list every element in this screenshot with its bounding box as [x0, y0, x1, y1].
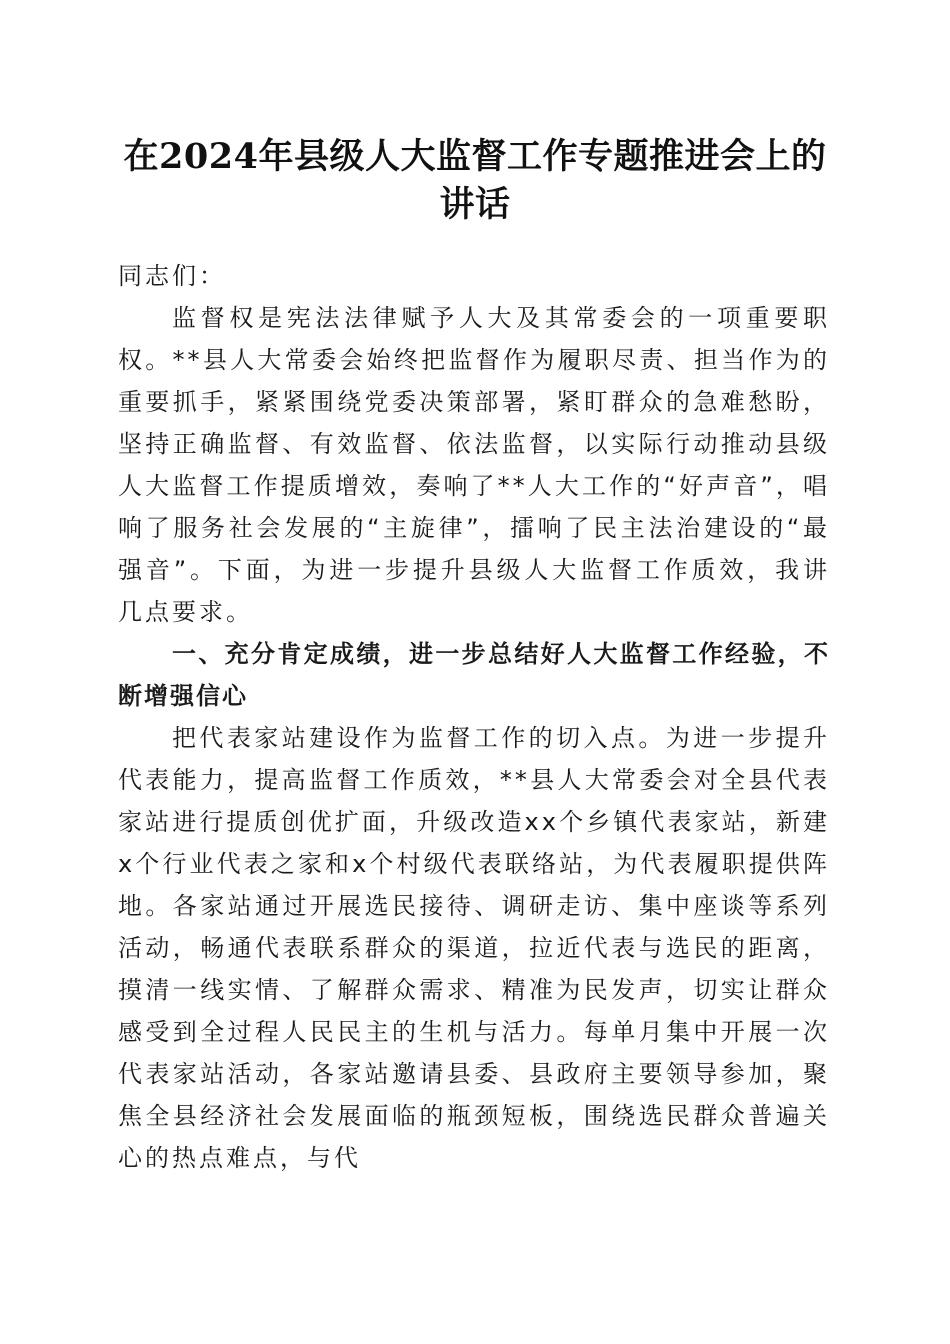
- document-title: 在2024年县级人大监督工作专题推进会上的讲话: [123, 136, 827, 225]
- intro-paragraph: 监督权是宪法法律赋予人大及其常委会的一项重要职权。**县人大常委会始终把监督作为履职尽责、担当作为的重要抓手，紧紧围绕党委决策部署，紧盯群众的急难愁盼，坚持正确监督、有效监督、依法监督，以实际行动推动县级人大监督工作提质增效，奏响了**人大工作的“好声音”，唱响了服务社会发展的“主旋律”，擂响了民主法治建设的“最强音”。下面，为进一步提升县级人大监督工作质效，我讲几点要求。: [118, 304, 830, 626]
- salutation: 同志们：: [118, 262, 226, 290]
- section-heading: 一、充分肯定成绩，进一步总结好人大监督工作经验，不断增强信心: [118, 640, 830, 710]
- document-body: [118, 255, 830, 1179]
- section-paragraph: 把代表家站建设作为监督工作的切入点。为进一步提升代表能力，提高监督工作质效，**县人大常委会对全县代表家站进行提质创优扩面，升级改造xx个乡镇代表家站，新建x个行业代表之家和x个村级代表联络站，为代表履职提供阵地。各家站通过开展选民接待、调研走访、集中座谈等系列活动，畅通代表联系群众的渠道，拉近代表与选民的距离，摸清一线实情、了解群众需求、精准为民发声，切实让群众感受到全过程人民民主的生机与活力。每单月集中开展一次代表家站活动，各家站邀请县委、县政府主要领导参加，聚焦全县经济社会发展面临的瓶颈短板，围绕选民群众普遍关心的热点难点，与代: [118, 724, 830, 1172]
